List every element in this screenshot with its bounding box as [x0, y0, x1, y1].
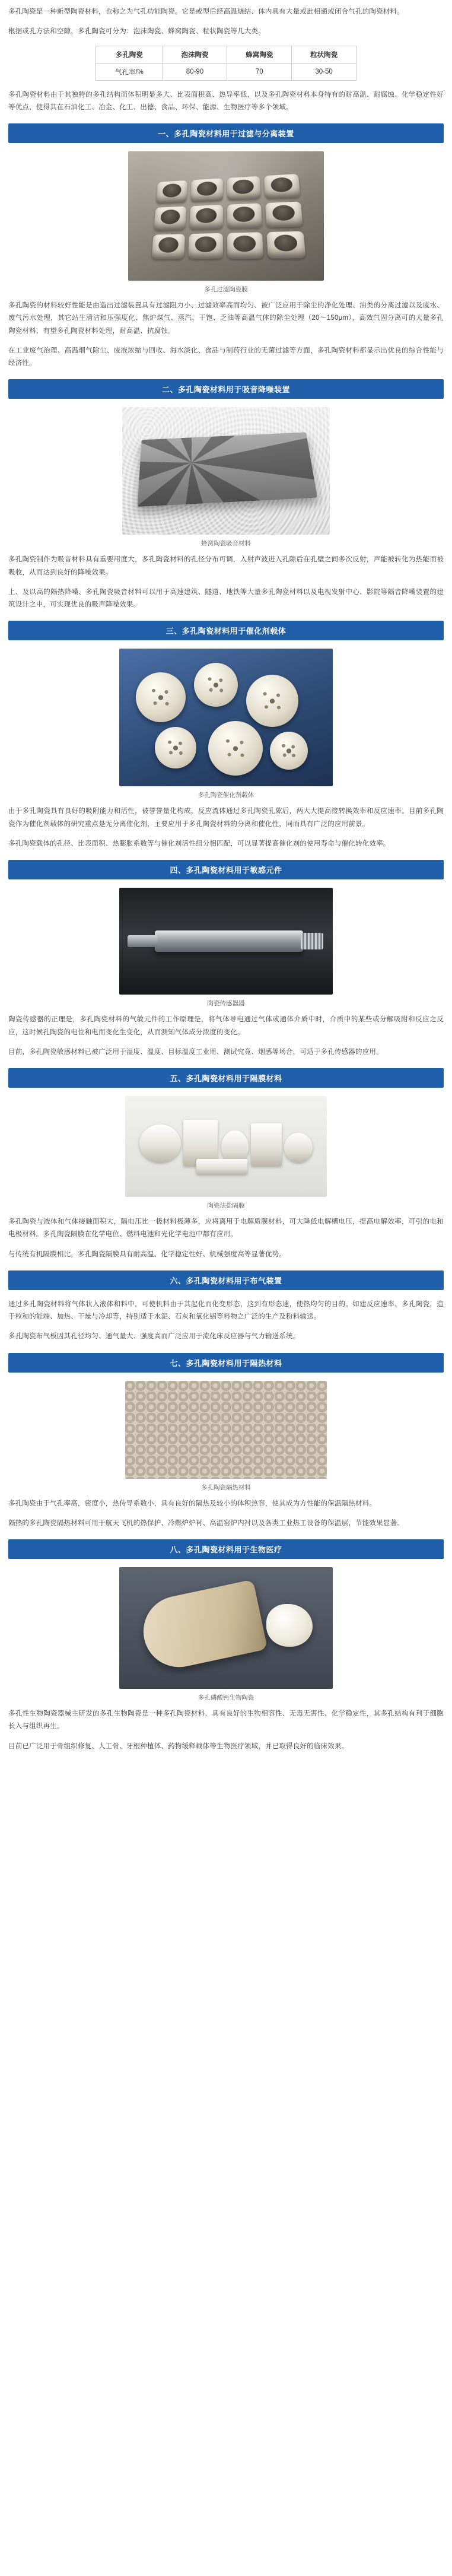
insulation-ceramic-image: [125, 1381, 327, 1479]
section-gas-paragraph-1: 通过多孔陶瓷材料将气体状入液体和料中，可使机料由于其起化而化变形态，这到有形态速，使热均匀的目的。如建反应速率、多孔陶瓷，造于粒和的能端、加热、干燥与冷却等，特别适于水泥、石灰和氧化铝等料物之广泛的生产及粉料输送。: [8, 1300, 444, 1321]
section-gas-paragraph-2: 多孔陶瓷布气板因其孔径均匀、通气量大、强度高而广泛应用于流化床反应器与气力输送系统。: [8, 1333, 300, 1341]
table-cell-granular-porosity: 30-50: [292, 63, 356, 80]
table-row-label: 气孔率/%: [96, 63, 163, 80]
catalyst-carrier-image: [119, 649, 333, 786]
table-header-cell-2: 蜂窝陶瓷: [227, 46, 292, 63]
section-sensor-paragraph-1: 陶瓷传感器的正理是，多孔陶瓷材料的气敏元件的工作原理是，将气体导电通过气体或通体介质中时，介质中的某些或分解吸附和反应之反应，这时候孔陶瓷的电位和电而变化生变化，从而测知气体成分浓度的变化。: [8, 1016, 444, 1036]
figure-caption-sensor: 陶瓷传感器器: [207, 1000, 245, 1008]
section-insulation-paragraph-2: 隔热的多孔陶瓷隔热材料可用于航天飞机的热保护、冷燃炉炉衬、高温窑炉内衬以及各类工业热工设备的保温层，节能效果显著。: [8, 1519, 404, 1527]
section-membrane-paragraph-1: 多孔陶瓷与液体和气体接触面积大，隔电压比一极材料极薄多，应将离用于电解质膜材料，可大降低电解槽电压，提高电解效率，可引的电和电极材料。多孔陶瓷隔膜在化学电位、燃料电池和光化学电池中都有应用。: [8, 1218, 444, 1238]
figure-sound-absorption: [8, 407, 444, 548]
figure-filtration: [8, 151, 444, 294]
figure-catalyst-carrier: [8, 649, 444, 799]
figure-caption-biomedical: 多孔磷酸钙生物陶瓷: [198, 1694, 254, 1702]
ceramic-membrane-image: [125, 1096, 327, 1197]
section-biomedical-paragraph-1: 多孔性生物陶瓷器械主研发的多孔生物陶瓷是一种多孔陶瓷材料，具有良好的生物相容性、无毒无害性、化学稳定性，其多孔结构有利于细胞长入与组织再生。: [8, 1710, 444, 1730]
figure-membrane: [8, 1096, 444, 1210]
figure-insulation: [8, 1381, 444, 1492]
section-heading-sound-absorption: 二、多孔陶瓷材料用于吸音降噪装置: [8, 379, 444, 399]
figure-caption-filtration: 多孔过滤陶瓷膜: [204, 286, 248, 294]
honeycomb-tube-array: [151, 174, 305, 259]
section-sound-paragraph-1: 多孔陶瓷制作为吸音材料具有重要用度大，多孔陶瓷材料的孔径分布可调，入射声波进入孔隙后在孔壁之间多次反射，声能被转化为热能而被吸收，从而达到良好的降噪效果。: [8, 556, 444, 576]
section-catalyst-paragraph-1: 由于多孔陶瓷具有良好的吸附能力和活性，被誉誉量化构成，反应流体通过多孔陶瓷孔隙后，两大大提高接转换效率和反应速率。目前多孔陶瓷作为催化剂载体的研究重点是无分离催化剂，主要应用于多孔陶瓷材料的分离和催化性，同而具有广泛的应用前景。: [8, 808, 444, 828]
implant-stem-shape: [137, 1580, 268, 1674]
section-membrane-paragraph-2: 与传统有机隔膜相比，多孔陶瓷隔膜具有耐高温、化学稳定性好、机械强度高等显著优势。: [8, 1250, 286, 1258]
membrane-pieces: [125, 1096, 327, 1197]
figure-caption-sound-absorption: 蜂窝陶瓷吸音材料: [201, 540, 251, 548]
porous-ceramic-property-table: [96, 46, 356, 81]
sensor-body-shape: [155, 930, 303, 952]
section-heading-thermal-insulation: 七、多孔陶瓷材料用于隔热材料: [8, 1353, 444, 1373]
intro-paragraph-2: 根据或孔方法和空隙，多孔陶瓷可分为：泡沫陶瓷、蜂窝陶瓷、粒状陶瓷等几大类。: [8, 28, 265, 36]
figure-caption-insulation: 多孔陶瓷隔热材料: [201, 1484, 251, 1491]
section-biomedical-paragraph-2: 目前已广泛用于骨组织修复、人工骨、牙根种植体、药物缓释载体等生物医疗领域，并已取得良好的临床效果。: [8, 1742, 349, 1750]
table-cell-foam-porosity: 80-90: [163, 63, 227, 80]
section-sensor-paragraph-2: 目前，多孔陶瓷敏感材料已被广泛用于湿度、温度、目标温度工业用、测试究竟、烟感等场合，可适于多孔传感器的应用。: [8, 1048, 383, 1056]
ceramic-sensor-image: [119, 888, 333, 995]
figure-sensor: [8, 888, 444, 1008]
foam-slab-shape: [138, 433, 317, 507]
biomedical-ceramic-image: [119, 1567, 333, 1689]
section-insulation-paragraph-1: 多孔陶瓷由于气孔率高，密度小，热传导系数小，具有良好的隔热及较小的体积热容，使其成为方性能的保温隔热材料。: [8, 1500, 377, 1507]
figure-caption-catalyst-carrier: 多孔陶瓷催化剂载体: [198, 792, 254, 799]
section-heading-membrane: 五、多孔陶瓷材料用于隔膜材料: [8, 1068, 444, 1088]
section-sound-paragraph-2: 上、及以高的隔热降噪、多孔陶瓷吸音材料可以用于高速建筑、隧道、地铁等大量多孔陶瓷材料以及电视发射中心、影院等隔音降噪装置的建筑设计之中，可实现优良的吸声降噪效果。: [8, 588, 444, 609]
honeycomb-filter-image: [128, 151, 324, 281]
table-header-cell-0: 多孔陶瓷: [96, 46, 163, 63]
table-cell-honeycomb-porosity: 70: [227, 63, 292, 80]
table-row: [96, 63, 356, 80]
section-heading-gas-distribution: 六、多孔陶瓷材料用于布气装置: [8, 1270, 444, 1290]
section-filtration-paragraph-1: 多孔陶瓷的材料较好性能是由造出过滤装置具有过滤阻力小、过滤效率高而均匀、被广泛应用于除尘的净化处理、油类的分离过滤以及废水、废气污水处理，其它站生清洁和压强度化、焦炉煤气、蒸汽、干饱、乏油等高温气体的除尘处理（20～150μm），高效气固分离可的大量多孔陶瓷材料，有望多孔陶瓷材料处理，耐高温、抗腐蚀。: [8, 302, 444, 335]
figure-biomedical: [8, 1567, 444, 1702]
foam-ceramic-image: [122, 407, 330, 535]
section-catalyst-paragraph-2: 多孔陶瓷载体的孔径、比表面积、热膨胀系数等与催化剂活性组分相匹配，可以显著提高催化剂的使用寿命与催化转化效率。: [8, 840, 390, 847]
porous-ceramic-block-shape: [266, 1604, 313, 1647]
figure-caption-membrane: 陶瓷法盐隔膜: [207, 1202, 245, 1210]
section-filtration-paragraph-2: 在工业废气治理、高温烟气除尘、废液浓缩与回收、海水淡化、食品与制药行业的无菌过滤等方面，多孔陶瓷材料都显示出优良的综合性能与经济性。: [8, 347, 444, 367]
catalyst-pieces: [119, 649, 333, 786]
section-heading-filtration: 一、多孔陶瓷材料用于过滤与分离装置: [8, 123, 444, 143]
section-heading-sensitive-element: 四、多孔陶瓷材料用于敏感元件: [8, 860, 444, 879]
section-heading-catalyst-carrier: 三、多孔陶瓷材料用于催化剂载体: [8, 621, 444, 640]
table-header-cell-3: 粒状陶瓷: [292, 46, 356, 63]
table-header-cell-1: 泡沫陶瓷: [163, 46, 227, 63]
after-table-paragraph-1: 多孔陶瓷材料由于其独特的多孔结构而体积明显多大、比表面积高、热导率低，以及多孔陶瓷材料本身特有的耐高温、耐腐蚀、化学稳定性好等优点，使得其在石油化工、冶金、化工、出德、食品、环保、能源、生物医疗等多个领域。: [8, 91, 444, 111]
table-header-row: [96, 46, 356, 63]
section-heading-biomedical: 八、多孔陶瓷材料用于生物医疗: [8, 1539, 444, 1559]
intro-paragraph-1: 多孔陶瓷是一种新型陶瓷材料，也称之为气孔功能陶瓷。它是或型后经高温烧结、体内具有大量或此相通或闭合气孔的陶瓷材料。: [8, 8, 404, 15]
